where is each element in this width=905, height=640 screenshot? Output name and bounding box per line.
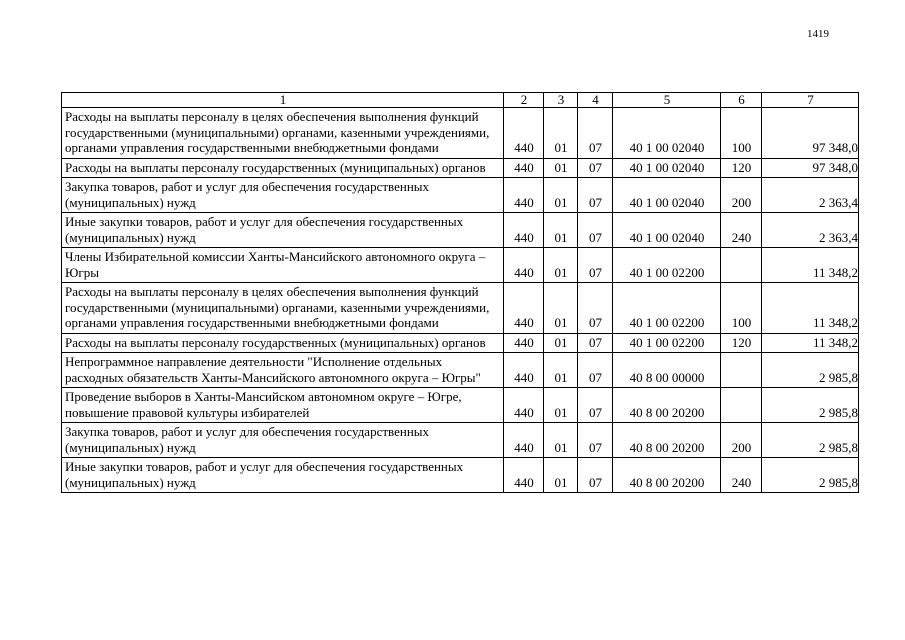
table-row: [62, 213, 859, 248]
amount-cell: 11 348,2: [762, 283, 859, 334]
subsection-code-cell: 07: [578, 458, 613, 493]
column-header: 4: [578, 93, 613, 108]
amount-cell: 11 348,2: [762, 333, 859, 353]
section-code-cell: 01: [544, 423, 578, 458]
target-article-cell: 40 1 00 02040: [613, 158, 721, 178]
section-code-cell: 01: [544, 458, 578, 493]
expense-type-cell: 200: [721, 423, 762, 458]
target-article-cell: 40 8 00 00000: [613, 353, 721, 388]
column-header: 6: [721, 93, 762, 108]
target-article-cell: 40 1 00 02200: [613, 248, 721, 283]
department-code-cell: 440: [504, 178, 544, 213]
amount-cell: 11 348,2: [762, 248, 859, 283]
department-code-cell: 440: [504, 333, 544, 353]
table-row: [62, 108, 859, 159]
department-code-cell: 440: [504, 283, 544, 334]
department-code-cell: 440: [504, 423, 544, 458]
department-code-cell: 440: [504, 248, 544, 283]
table-row: [62, 283, 859, 334]
column-header: 7: [762, 93, 859, 108]
section-code-cell: 01: [544, 333, 578, 353]
table-row: [62, 458, 859, 493]
expense-type-cell: 120: [721, 333, 762, 353]
expense-type-cell: 120: [721, 158, 762, 178]
subsection-code-cell: 07: [578, 108, 613, 159]
target-article-cell: 40 8 00 20200: [613, 388, 721, 423]
amount-cell: 97 348,0: [762, 108, 859, 159]
department-code-cell: 440: [504, 353, 544, 388]
table-row: [62, 158, 859, 178]
target-article-cell: 40 1 00 02040: [613, 213, 721, 248]
target-article-cell: 40 1 00 02040: [613, 108, 721, 159]
section-code-cell: 01: [544, 178, 578, 213]
section-code-cell: 01: [544, 248, 578, 283]
expense-name-cell: Расходы на выплаты персоналу в целях обеспечения выполнения функций государственными (муниципальными) органами, казенными учреждениями, органами управления государственными внебюджетными фондами: [62, 283, 504, 334]
section-code-cell: 01: [544, 108, 578, 159]
department-code-cell: 440: [504, 213, 544, 248]
subsection-code-cell: 07: [578, 423, 613, 458]
target-article-cell: 40 8 00 20200: [613, 423, 721, 458]
subsection-code-cell: 07: [578, 388, 613, 423]
expense-name-cell: Проведение выборов в Ханты-Мансийском автономном округе – Югре, повышение правовой культуры избирателей: [62, 388, 504, 423]
section-code-cell: 01: [544, 213, 578, 248]
expense-type-cell: [721, 388, 762, 423]
expense-name-cell: Непрограммное направление деятельности "Исполнение отдельных расходных обязательств Ханты-Мансийского автономного округа – Югры": [62, 353, 504, 388]
amount-cell: 2 985,8: [762, 353, 859, 388]
amount-cell: 2 363,4: [762, 213, 859, 248]
subsection-code-cell: 07: [578, 248, 613, 283]
expense-type-cell: 240: [721, 458, 762, 493]
subsection-code-cell: 07: [578, 353, 613, 388]
table-row: [62, 333, 859, 353]
table-header-row: [62, 93, 859, 108]
department-code-cell: 440: [504, 388, 544, 423]
expense-name-cell: Расходы на выплаты персоналу государственных (муниципальных) органов: [62, 158, 504, 178]
expense-type-cell: 100: [721, 108, 762, 159]
table-row: [62, 248, 859, 283]
amount-cell: 2 363,4: [762, 178, 859, 213]
expense-name-cell: Закупка товаров, работ и услуг для обеспечения государственных (муниципальных) нужд: [62, 178, 504, 213]
amount-cell: 2 985,8: [762, 423, 859, 458]
section-code-cell: 01: [544, 283, 578, 334]
target-article-cell: 40 1 00 02040: [613, 178, 721, 213]
department-code-cell: 440: [504, 458, 544, 493]
table-row: [62, 178, 859, 213]
subsection-code-cell: 07: [578, 158, 613, 178]
column-header: 3: [544, 93, 578, 108]
subsection-code-cell: 07: [578, 178, 613, 213]
column-header: 1: [62, 93, 504, 108]
amount-cell: 2 985,8: [762, 458, 859, 493]
table-body: [62, 108, 859, 493]
section-code-cell: 01: [544, 158, 578, 178]
expense-name-cell: Иные закупки товаров, работ и услуг для обеспечения государственных (муниципальных) нужд: [62, 213, 504, 248]
column-header: 5: [613, 93, 721, 108]
department-code-cell: 440: [504, 108, 544, 159]
table-row: [62, 353, 859, 388]
expense-type-cell: 200: [721, 178, 762, 213]
expense-name-cell: Закупка товаров, работ и услуг для обеспечения государственных (муниципальных) нужд: [62, 423, 504, 458]
section-code-cell: 01: [544, 353, 578, 388]
expense-name-cell: Расходы на выплаты персоналу государственных (муниципальных) органов: [62, 333, 504, 353]
department-code-cell: 440: [504, 158, 544, 178]
expense-type-cell: [721, 353, 762, 388]
subsection-code-cell: 07: [578, 283, 613, 334]
subsection-code-cell: 07: [578, 213, 613, 248]
budget-table: [61, 92, 859, 493]
subsection-code-cell: 07: [578, 333, 613, 353]
table-row: [62, 423, 859, 458]
column-header: 2: [504, 93, 544, 108]
page-number: 1419: [807, 28, 829, 40]
target-article-cell: 40 1 00 02200: [613, 333, 721, 353]
target-article-cell: 40 8 00 20200: [613, 458, 721, 493]
section-code-cell: 01: [544, 388, 578, 423]
expense-type-cell: 100: [721, 283, 762, 334]
expense-name-cell: Иные закупки товаров, работ и услуг для обеспечения государственных (муниципальных) нужд: [62, 458, 504, 493]
expense-type-cell: [721, 248, 762, 283]
amount-cell: 97 348,0: [762, 158, 859, 178]
expense-type-cell: 240: [721, 213, 762, 248]
table-row: [62, 388, 859, 423]
expense-name-cell: Расходы на выплаты персоналу в целях обеспечения выполнения функций государственными (муниципальными) органами, казенными учреждениями, органами управления государственными внебюджетными фондами: [62, 108, 504, 159]
expense-name-cell: Члены Избирательной комиссии Ханты-Мансийского автономного округа – Югры: [62, 248, 504, 283]
target-article-cell: 40 1 00 02200: [613, 283, 721, 334]
amount-cell: 2 985,8: [762, 388, 859, 423]
